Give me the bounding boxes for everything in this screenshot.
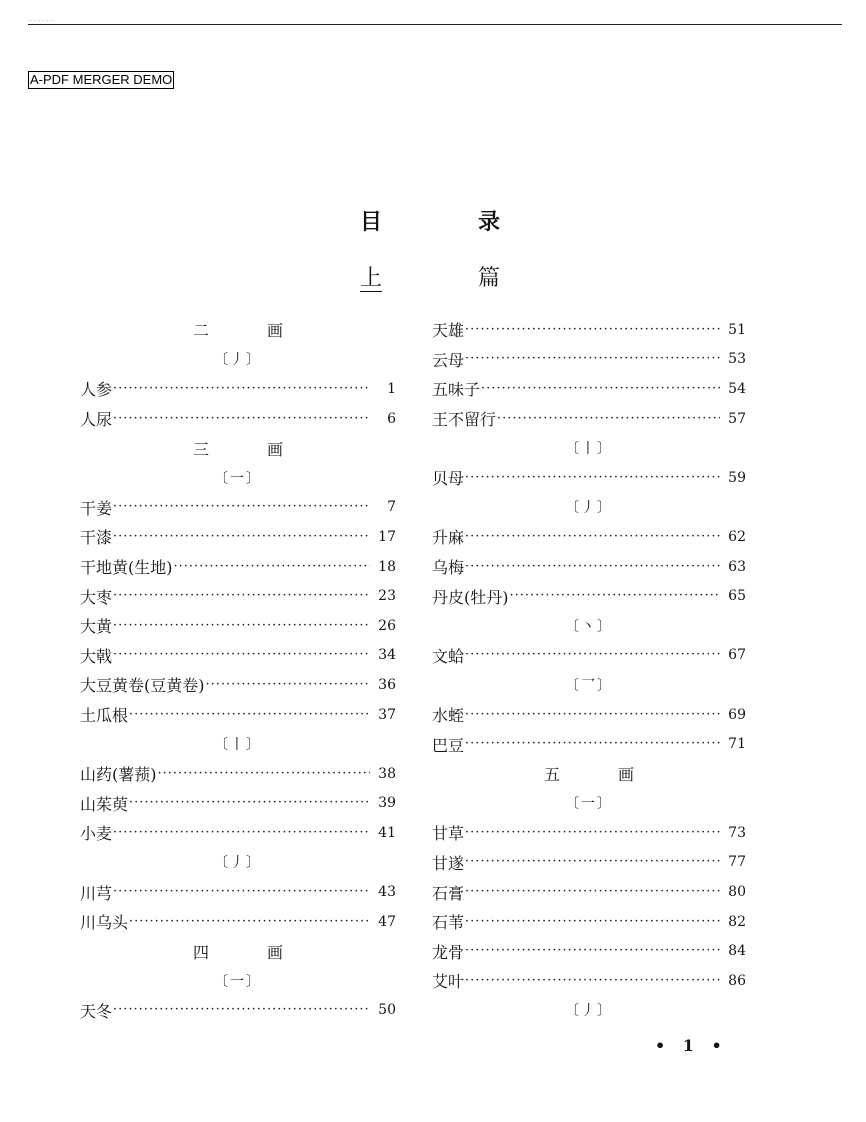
dot-leader [129,705,370,725]
dot-leader [465,468,720,488]
stroke-count-heading [432,759,746,789]
toc-entry-name: 山药(薯蓣) [80,765,157,785]
toc-entry-name: 云母 [432,350,465,370]
toc-entry [432,729,746,759]
dot-leader [113,645,370,665]
toc-entry [80,700,396,730]
toc-entry-name: 甘草 [432,824,465,844]
toc-entry-name: 干漆 [80,528,113,548]
toc-entry-page: 84 [728,943,746,960]
toc-entry-name: 川芎 [80,883,113,903]
toc-entry-page: 62 [728,528,746,545]
radical-subheading [432,493,746,523]
toc-entry-page: 63 [728,558,746,575]
toc-entry-page: 50 [378,1002,396,1019]
radical-subheading [432,433,746,463]
toc-entry-page: 37 [378,706,396,723]
dot-leader [510,586,721,606]
toc-entry-name: 水蛭 [432,706,465,726]
dot-leader [465,320,720,340]
toc-entry-page: 7 [387,499,396,516]
toc-entry [432,641,746,671]
toc-entry-name: 贝母 [432,469,465,489]
dot-leader [174,557,371,577]
dot-leader [113,409,370,429]
toc-entry-name: 石苇 [432,913,465,933]
dot-leader [129,912,370,932]
dot-leader [465,734,720,754]
toc-entry [432,966,746,996]
toc-entry-name: 王不留行 [432,410,497,430]
toc-entry-name: 天雄 [432,321,465,341]
toc-entry [432,374,746,404]
radical-subheading-text: 〔丨〕 [214,737,262,754]
toc-entry-page: 38 [378,765,396,782]
toc-entry [80,552,396,582]
page-title [360,206,500,238]
radical-subheading-text: 〔一〕 [214,973,262,990]
toc-entry [432,936,746,966]
radical-subheading-text: 〔丶〕 [565,618,613,635]
toc-entry [80,522,396,552]
radical-subheading-text: 〔丿〕 [565,1003,613,1020]
toc-entry-page: 47 [378,913,396,930]
toc-entry-page: 80 [728,884,746,901]
toc-entry-page: 34 [378,647,396,664]
toc-entry-name: 川乌头 [80,913,129,933]
toc-entry [80,641,396,671]
toc-entry-name: 甘遂 [432,853,465,873]
toc-entry [432,404,746,434]
toc-entry [80,493,396,523]
header-rule [28,24,842,25]
toc-entry [80,581,396,611]
section-title-char-1: 上 [360,266,383,291]
toc-entry-page: 65 [728,588,746,605]
dot-leader [465,705,720,725]
toc-entry-page: 41 [378,824,396,841]
toc-entry [432,848,746,878]
radical-subheading-text: 〔丨〕 [565,441,613,458]
dot-leader [113,586,370,606]
dot-leader [158,764,371,784]
dot-leader [465,912,720,932]
radical-subheading [80,966,396,996]
watermark-label: A-PDF MERGER DEMO [30,72,173,87]
toc-entry-name: 土瓜根 [80,706,129,726]
toc-entry [432,315,746,345]
toc-entry [80,404,396,434]
toc-entry-page: 69 [728,706,746,723]
radical-subheading [432,611,746,641]
toc-entry-page: 67 [728,647,746,664]
toc-entry-name: 龙骨 [432,942,465,962]
dot-leader [465,527,720,547]
dot-leader [465,349,720,369]
radical-subheading [432,789,746,819]
page-title-char-1: 目 [360,209,383,235]
toc-entry-name: 升麻 [432,528,465,548]
toc-entry-page: 54 [728,380,746,397]
dot-leader [113,882,370,902]
toc-entry-name: 石膏 [432,883,465,903]
stroke-count-heading-text [193,318,283,341]
toc-entry-name: 人尿 [80,410,113,430]
dot-leader [113,1000,370,1020]
toc-entry-name: 巴豆 [432,735,465,755]
toc-column-left [80,315,396,1025]
toc-entry-name: 小麦 [80,824,113,844]
page-number: • 1 • [655,1036,728,1055]
radical-subheading [80,463,396,493]
toc-column-right [432,315,746,1025]
toc-entry-name: 天冬 [80,1001,113,1021]
toc-entry [432,522,746,552]
toc-entry-name: 人参 [80,380,113,400]
stroke-count-heading-char: 四 [193,942,210,962]
dot-leader [129,793,370,813]
stroke-count-heading-char: 五 [544,765,561,785]
toc-entry [432,700,746,730]
radical-subheading-text: 〔丿〕 [214,352,262,369]
stroke-count-heading [80,936,396,966]
toc-entry-page: 39 [378,795,396,812]
dot-leader [465,882,720,902]
toc-entry-name: 五味子 [432,380,481,400]
dot-leader [465,852,720,872]
toc-entry-name: 艾叶 [432,972,465,992]
toc-entry [80,611,396,641]
radical-subheading [80,729,396,759]
toc-entry-page: 36 [378,676,396,693]
toc-entry [80,759,396,789]
toc-entry-name: 干地黄(生地) [80,558,173,578]
toc-entry-name: 大枣 [80,587,113,607]
toc-entry-page: 71 [728,736,746,753]
toc-entry [80,789,396,819]
stroke-count-heading-char: 画 [266,321,283,341]
radical-subheading-text: 〔一〕 [565,796,613,813]
toc-entry-page: 53 [728,351,746,368]
radical-subheading [80,345,396,375]
toc-entry [80,996,396,1026]
page-title-char-2: 录 [477,209,500,235]
toc-entry [432,581,746,611]
dot-leader [113,527,370,547]
toc-entry-page: 17 [378,528,396,545]
dot-leader [113,616,370,636]
stroke-count-heading-text [544,762,634,785]
toc-entry [432,345,746,375]
dot-leader [465,823,720,843]
radical-subheading [80,848,396,878]
toc-entry-page: 86 [728,972,746,989]
stroke-count-heading [80,433,396,463]
dot-leader [497,409,720,429]
radical-subheading-text: 〔丿〕 [214,855,262,872]
stroke-count-heading [80,315,396,345]
toc-entry-page: 82 [728,913,746,930]
dot-leader [465,941,720,961]
toc-entry-page: 6 [387,410,396,427]
stroke-count-heading-text [193,437,283,460]
section-title-char-2: 篇 [477,266,500,291]
toc-entry-page: 43 [378,884,396,901]
stroke-count-heading-char: 画 [266,942,283,962]
dot-leader [206,675,371,695]
stroke-count-heading-char: 画 [266,439,283,459]
toc-entry-page: 18 [378,558,396,575]
toc-entry-name: 丹皮(牡丹) [432,587,509,607]
dot-leader [465,557,720,577]
dot-leader [465,645,720,665]
dot-leader [113,823,370,843]
header-scan-mark: .......... [28,17,55,23]
dot-leader [113,379,370,399]
toc-entry-name: 干姜 [80,498,113,518]
toc-entry-name: 山茱萸 [80,794,129,814]
toc-entry-page: 51 [728,321,746,338]
toc-entry [432,818,746,848]
toc-entry-page: 73 [728,824,746,841]
toc-entry-page: 1 [387,380,396,397]
toc-entry-page: 26 [378,617,396,634]
section-title [360,263,500,295]
toc-entry [432,463,746,493]
stroke-count-heading-char: 画 [617,765,634,785]
stroke-count-heading-char: 三 [193,439,210,459]
toc-entry-name: 大豆黄卷(豆黄卷) [80,676,205,696]
radical-subheading-text: 〔乛〕 [565,677,613,694]
toc-entry [80,374,396,404]
dot-leader [113,497,370,517]
toc-entry [80,877,396,907]
toc-entry [80,670,396,700]
toc-entry-page: 77 [728,854,746,871]
dot-leader [481,379,720,399]
stroke-count-heading-char: 二 [193,321,210,341]
toc-entry [432,552,746,582]
toc-entry [432,877,746,907]
radical-subheading-text: 〔丿〕 [565,500,613,517]
toc-entry-name: 乌梅 [432,558,465,578]
radical-subheading-text: 〔一〕 [214,470,262,487]
toc-entry-page: 23 [378,588,396,605]
radical-subheading [432,670,746,700]
dot-leader [465,971,720,991]
toc-entry-page: 57 [728,410,746,427]
toc-entry-name: 大黄 [80,617,113,637]
radical-subheading [432,996,746,1026]
toc-entry-name: 文蛤 [432,646,465,666]
toc-entry [80,818,396,848]
toc-entry [432,907,746,937]
stroke-count-heading-text [193,940,283,963]
toc-entry-page: 59 [728,469,746,486]
toc-entry [80,907,396,937]
toc-entry-name: 大戟 [80,646,113,666]
